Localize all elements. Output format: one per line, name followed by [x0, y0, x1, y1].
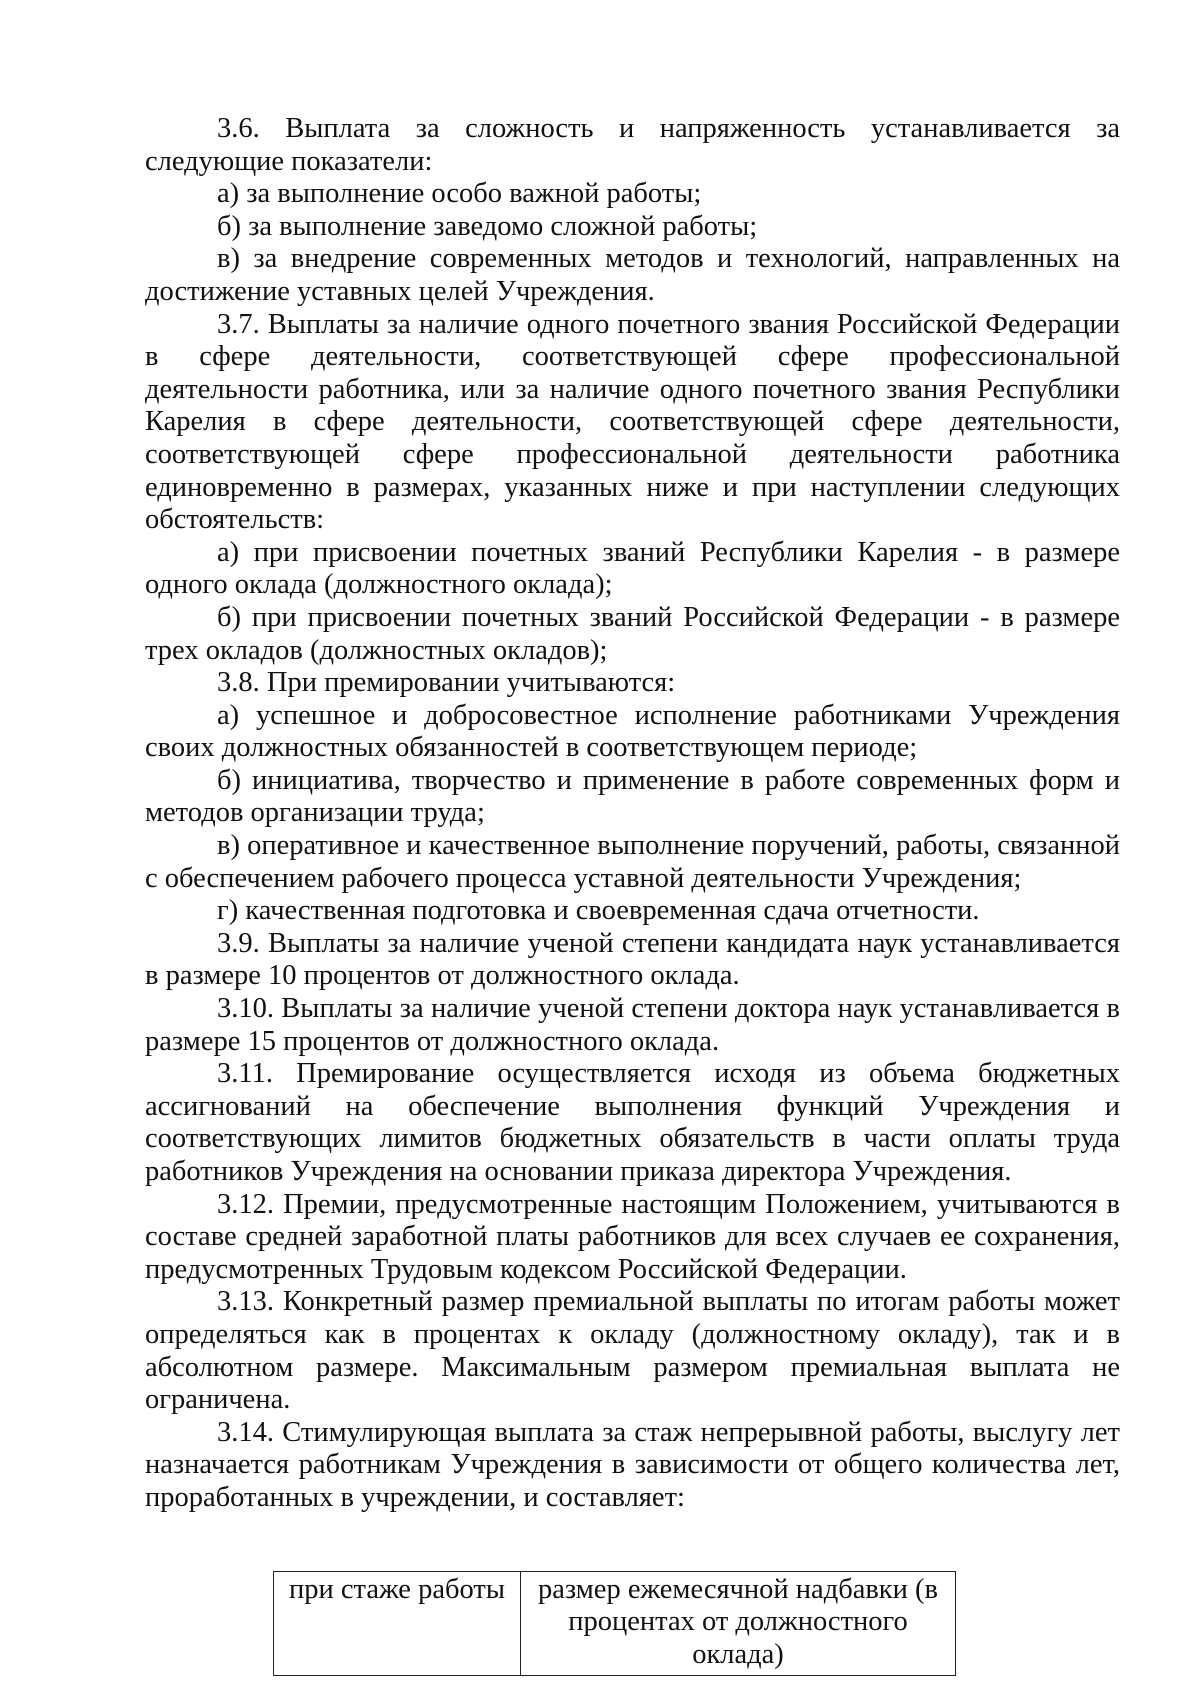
list-item-3-6-v: в) за внедрение современных методов и технологий, направленных на достижение уставных целей Учреждения.: [145, 243, 1120, 307]
paragraph-3-7: 3.7. Выплаты за наличие одного почетного звания Российской Федерации в сфере деятельности, соответствующей сфере профессиональной деятельности работника, или за наличие одного почетного звания Республики Карелия в сфере деятельности, соответствующей сфере деятельности, соответствующей сфере профессиональной деятельности работника единовременно в размерах, указанных ниже и при наступлении следующих обстоятельств:: [145, 308, 1120, 536]
list-item-3-8-g: г) качественная подготовка и своевременная сдача отчетности.: [217, 895, 980, 927]
list-item-3-7-b: б) при присвоении почетных званий Российской Федерации - в размере трех окладов (должностных окладов);: [145, 601, 1120, 666]
paragraph-3-14: 3.14. Стимулирующая выплата за стаж непрерывной работы, выслугу лет назначается работникам Учреждения в зависимости от общего количества лет, проработанных в учреждении, и составляет:: [145, 1416, 1120, 1513]
paragraph-3-9: 3.9. Выплаты за наличие ученой степени кандидата наук устанавливается в размере 10 процентов от должностного оклада.: [145, 927, 1120, 992]
table-header-row: [274, 1571, 956, 1676]
list-item-3-8-b: б) инициатива, творчество и применение в работе современных форм и методов организации труда;: [145, 764, 1120, 829]
paragraph-3-12: 3.12. Премии, предусмотренные настоящим Положением, учитываются в составе средней заработной платы работников для всех случаев ее сохранения, предусмотренных Трудовым кодексом Российской Федерации.: [145, 1188, 1120, 1285]
paragraph-3-6: 3.6. Выплата за сложность и напряженность устанавливается за следующие показатели:: [145, 113, 1120, 177]
paragraph-3-13: 3.13. Конкретный размер премиальной выплаты по итогам работы может определяться как в процентах к окладу (должностному окладу), так и в абсолютном размере. Максимальным размером премиальная выплата не ограничена.: [145, 1286, 1120, 1416]
list-item-3-7-a: а) при присвоении почетных званий Республики Карелия - в размере одного оклада (должностного оклада);: [145, 536, 1120, 601]
table-header-cell: размер ежемесячной надбавки (в процентах от должностного оклада): [521, 1571, 956, 1676]
list-item-3-6-a: а) за выполнение особо важной работы;: [217, 178, 702, 210]
seniority-table: [273, 1571, 956, 1677]
list-item-3-6-b: б) за выполнение заведомо сложной работы;: [217, 210, 758, 242]
paragraph-3-11: 3.11. Премирование осуществляется исходя из объема бюджетных ассигнований на обеспечение выполнения функций Учреждения и соответствующих лимитов бюджетных обязательств в части оплаты труда работников Учреждения на основании приказа директора Учреждения.: [145, 1058, 1120, 1187]
paragraph-3-8: 3.8. При премировании учитываются:: [217, 667, 676, 699]
table-header-cell: при стаже работы: [274, 1571, 521, 1676]
list-item-3-8-v: в) оперативное и качественное выполнение поручений, работы, связанной с обеспечением рабочего процесса уставной деятельности Учреждения;: [145, 830, 1120, 894]
document-page: [145, 113, 1120, 1676]
paragraph-3-10: 3.10. Выплаты за наличие ученой степени доктора наук устанавливается в размере 15 процентов от должностного оклада.: [145, 993, 1120, 1057]
list-item-3-8-a: а) успешное и добросовестное исполнение работниками Учреждения своих должностных обязанностей в соответствующем периоде;: [145, 699, 1120, 764]
